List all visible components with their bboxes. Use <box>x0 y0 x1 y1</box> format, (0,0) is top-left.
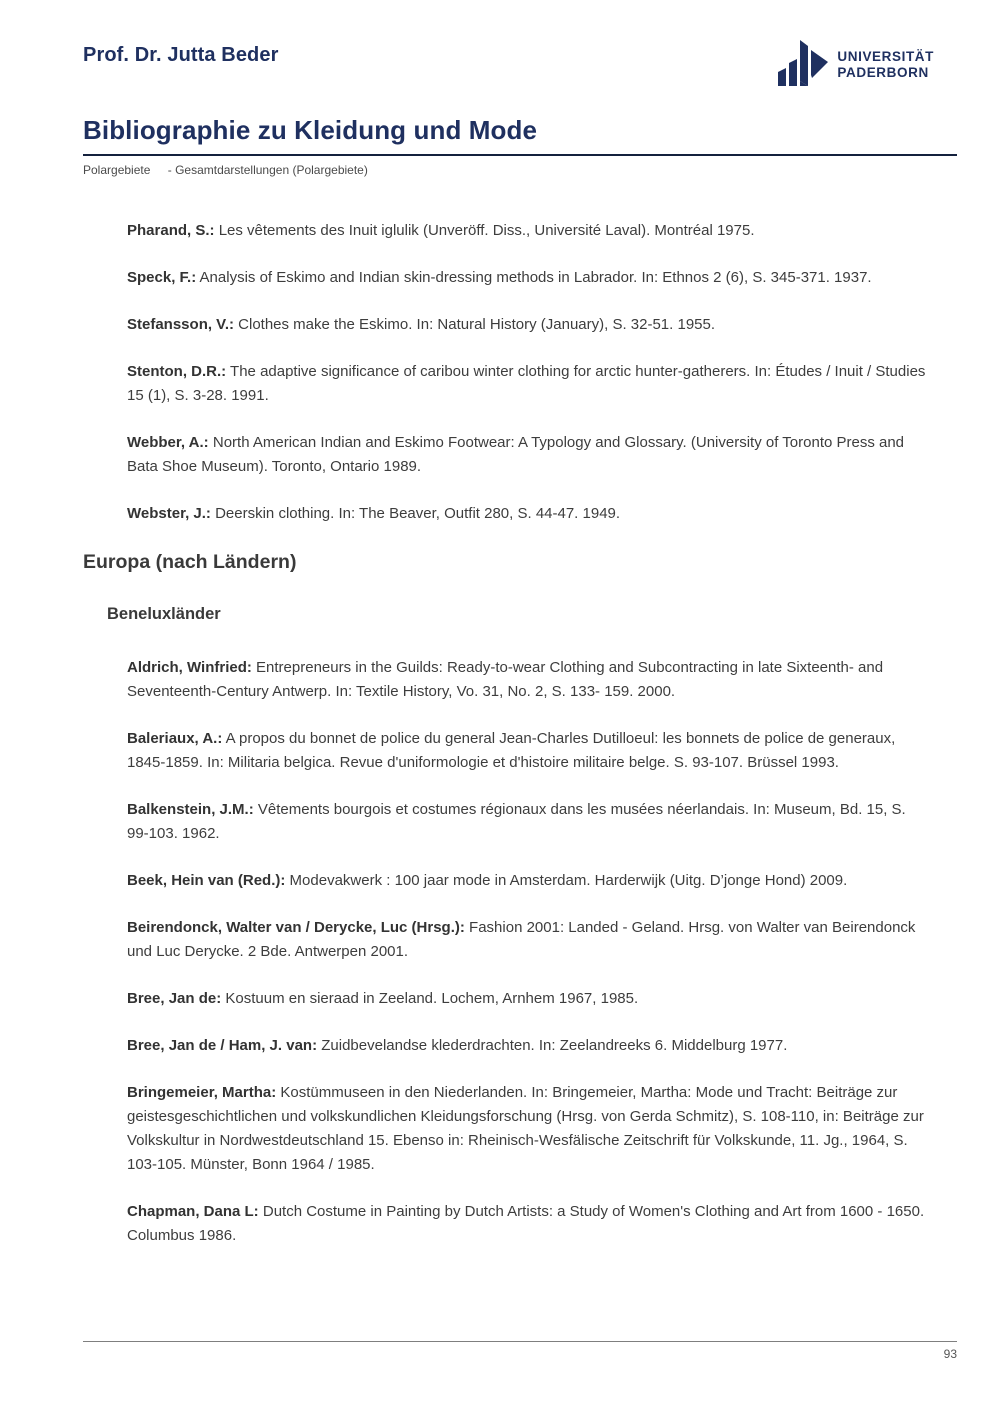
entry-author: Beek, Hein van (Red.): <box>127 872 286 889</box>
bibliography-entry: Beek, Hein van (Red.): Modevakwerk : 100 jaar mode in Amsterdam. Harderwijk (Uitg. D’jonge Hond) 2009. <box>127 872 848 889</box>
page-title: Bibliographie zu Kleidung und Mode <box>83 115 538 145</box>
page-number: 93 <box>943 1347 957 1361</box>
bibliography-entry: Stefansson, V.: Clothes make the Eskimo. In: Natural History (January), S. 32-51. 1955. <box>127 316 716 333</box>
bibliography-entry: Bree, Jan de: Kostuum en sieraad in Zeeland. Lochem, Arnhem 1967, 1985. <box>127 990 639 1007</box>
entry-author: Chapman, Dana L: <box>127 1203 259 1220</box>
entry-author: Aldrich, Winfried: <box>127 659 252 676</box>
bibliography-entry: Baleriaux, A.: A propos du bonnet de police du general Jean-Charles Dutilloeul: les bonnets de police de generaux, 1845-1859. In: Militaria belgica. Revue d'uniformologie et d'histoire militaire belge. S. 93-107. Brüssel 1993. <box>127 730 896 771</box>
entry-author: Speck, F.: <box>127 269 197 286</box>
entry-author: Pharand, S.: <box>127 222 215 239</box>
bibliography-entry: Beirendonck, Walter van / Derycke, Luc (Hrsg.): Fashion 2001: Landed - Geland. Hrsg. von Walter van Beirendonck und Luc Derycke. 2 Bde. Antwerpen 2001. <box>127 919 916 960</box>
bibliography-entry: Aldrich, Winfried: Entrepreneurs in the Guilds: Ready-to-wear Clothing and Subcontracting in late Sixteenth- and Seventeenth-Century Antwerp. In: Textile History, Vo. 31, No. 2, S. 133- 159. 2000. <box>127 659 884 700</box>
entry-author: Bringemeier, Martha: <box>127 1084 277 1101</box>
bibliography-entry: Chapman, Dana L: Dutch Costume in Painting by Dutch Artists: a Study of Women's Clothing and Art from 1600 - 1650. Columbus 1986. <box>127 1203 925 1244</box>
bibliography-entry: Webber, A.: North American Indian and Eskimo Footwear: A Typology and Glossary. (University of Toronto Press and Bata Shoe Museum). Toronto, Ontario 1989. <box>127 434 905 475</box>
entry-author: Stenton, D.R.: <box>127 363 227 380</box>
bibliography-entry: Speck, F.: Analysis of Eskimo and Indian skin-dressing methods in Labrador. In: Ethnos 2 (6), S. 345-371. 1937. <box>127 269 872 286</box>
breadcrumb <box>83 163 957 177</box>
bibliography-entry: Pharand, S.: Les vêtements des Inuit iglulik (Unveröff. Diss., Université Laval). Montréal 1975. <box>127 222 755 239</box>
university-paderborn-logo <box>778 38 934 91</box>
bibliography-entry: Stenton, D.R.: The adaptive significance of caribou winter clothing for arctic hunter-gatherers. In: Études / Inuit / Studies 15 (1), S. 3-28. 1991. <box>127 363 926 404</box>
section-heading: Europa (nach Ländern) <box>83 551 297 573</box>
university-paderborn-logo-text <box>837 49 934 81</box>
footer-rule <box>83 1341 957 1342</box>
bibliography-entry: Balkenstein, J.M.: Vêtements bourgois et costumes régionaux dans les musées néerlandais. In: Museum, Bd. 15, S. 99-103. 1962. <box>127 801 906 842</box>
bibliography-content <box>0 219 1000 1248</box>
logo-text-line2: PADERBORN <box>837 64 929 80</box>
page-footer <box>83 1341 957 1361</box>
bibliography-entry: Bringemeier, Martha: Kostümmuseen in den Niederlanden. In: Bringemeier, Martha: Mode und Tracht: Beiträge zur geistesgeschichtlichen und volkskundlichen Kleidungsforschung (Hrsg. von Gerda Schmitz), S. 108-110, in: Beiträge zur Volkskultur in Nordwestdeutschland 15. Ebenso in: Rheinisch-Wesfälische Zeitschrift für Volkskunde, 11. Jg., 1964, S. 103-105. Münster, Bonn 1964 / 1985. <box>127 1084 924 1173</box>
entry-author: Stefansson, V.: <box>127 316 234 333</box>
university-paderborn-logo-icon <box>778 38 828 91</box>
page-header <box>0 0 1000 91</box>
bibliography-entry: Bree, Jan de / Ham, J. van: Zuidbevelandse klederdrachten. In: Zeelandreeks 6. Middelburg 1977. <box>127 1037 788 1054</box>
entry-author: Webster, J.: <box>127 505 211 522</box>
entry-author: Bree, Jan de / Ham, J. van: <box>127 1037 318 1054</box>
subsection-heading: Beneluxländer <box>107 605 221 623</box>
bibliography-entry: Webster, J.: Deerskin clothing. In: The Beaver, Outfit 280, S. 44-47. 1949. <box>127 505 621 522</box>
entry-author: Beirendonck, Walter van / Derycke, Luc (Hrsg.): <box>127 919 465 936</box>
entry-author: Baleriaux, A.: <box>127 730 223 747</box>
entry-author: Bree, Jan de: <box>127 990 222 1007</box>
title-rule <box>83 154 957 156</box>
title-block <box>0 115 1000 177</box>
entry-author: Balkenstein, J.M.: <box>127 801 254 818</box>
entry-author: Webber, A.: <box>127 434 209 451</box>
logo-text-line1: UNIVERSITÄT <box>837 48 934 64</box>
breadcrumb-section: Polargebiete <box>83 163 151 177</box>
author-header: Prof. Dr. Jutta Beder <box>83 44 279 66</box>
breadcrumb-subsection: - Gesamtdarstellungen (Polargebiete) <box>167 163 368 177</box>
